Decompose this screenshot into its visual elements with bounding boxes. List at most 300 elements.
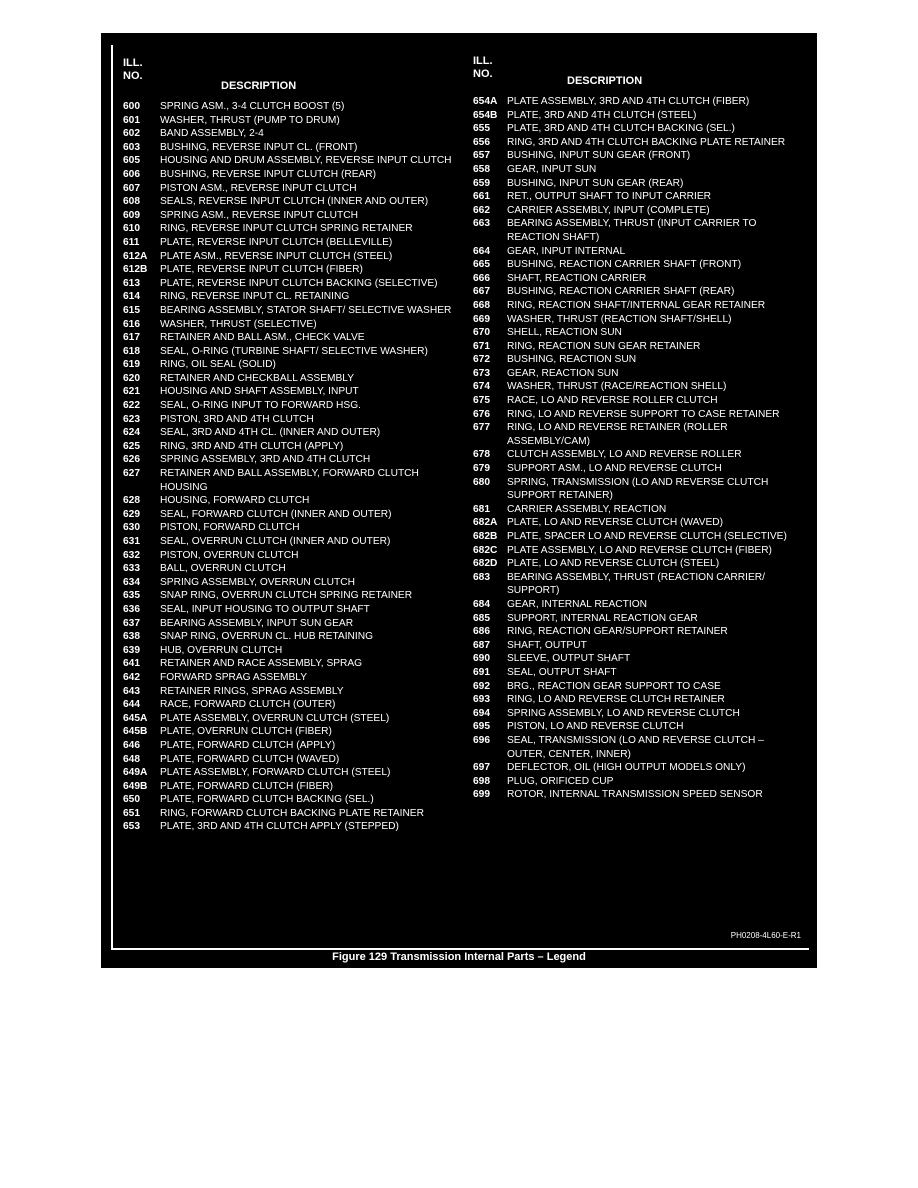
legend-row [121, 698, 461, 712]
ill-number: 641 [123, 658, 140, 670]
part-description: PLATE ASM., REVERSE INPUT CLUTCH (STEEL) [160, 250, 393, 262]
part-description: SEAL, TRANSMISSION (LO AND REVERSE CLUTCH – OUTER, CENTER, INNER) [507, 734, 764, 760]
legend-row [121, 820, 461, 834]
part-description: PLATE ASSEMBLY, 3RD AND 4TH CLUTCH (FIBER) [507, 96, 750, 107]
part-description: BEARING ASSEMBLY, THRUST (REACTION CARRIER/ SUPPORT) [507, 571, 765, 597]
legend-row [121, 780, 461, 794]
ill-number: 669 [473, 313, 490, 325]
part-description: SHAFT, OUTPUT [507, 639, 587, 651]
legend-row [121, 562, 461, 576]
legend-row [471, 136, 801, 150]
legend-row [121, 603, 461, 617]
legend-row [121, 644, 461, 658]
legend-row [471, 353, 801, 367]
ill-number: 612B [123, 264, 148, 276]
ill-no-header [123, 57, 143, 83]
part-description: PLATE, REVERSE INPUT CLUTCH (BELLEVILLE) [160, 236, 393, 248]
ill-number: 687 [473, 639, 490, 651]
ill-number: 666 [473, 272, 490, 284]
part-description: PLATE, 3RD AND 4TH CLUTCH APPLY (STEPPED) [160, 821, 399, 833]
legend-row [471, 476, 801, 503]
part-description: RING, LO AND REVERSE CLUTCH RETAINER [507, 694, 725, 706]
ill-number: 632 [123, 549, 140, 561]
ill-number: 654A [473, 96, 498, 107]
ill-number: 697 [473, 762, 490, 774]
part-description: RETAINER AND CHECKBALL ASSEMBLY [160, 372, 354, 384]
legend-row [121, 739, 461, 753]
ill-number: 698 [473, 775, 490, 787]
part-description: BUSHING, REACTION SUN [507, 354, 637, 366]
legend-row [121, 766, 461, 780]
part-description: BUSHING, INPUT SUN GEAR (FRONT) [507, 150, 691, 162]
part-description: BUSHING, REVERSE INPUT CL. (FRONT) [160, 141, 358, 153]
part-description: RING, LO AND REVERSE SUPPORT TO CASE RETAINER [507, 408, 780, 420]
ill-number: 630 [123, 522, 140, 534]
figure-code: PH0208-4L60-E-R1 [730, 931, 801, 940]
legend-row [471, 95, 801, 109]
legend-row [471, 571, 801, 598]
ill-number: 611 [123, 236, 140, 248]
part-description: RETAINER AND BALL ASSEMBLY, FORWARD CLUTCH HOUSING [160, 468, 419, 493]
right-column-header [471, 55, 801, 95]
legend-panel [101, 33, 817, 968]
part-description: BUSHING, REVERSE INPUT CLUTCH (REAR) [160, 168, 377, 180]
ill-number: 605 [123, 155, 140, 167]
legend-row [121, 358, 461, 372]
legend-row [121, 521, 461, 535]
part-description: BEARING ASSEMBLY, STATOR SHAFT/ SELECTIVE WASHER [160, 304, 452, 316]
ill-number: 608 [123, 196, 140, 208]
ill-number: 609 [123, 209, 140, 221]
legend-row [471, 326, 801, 340]
ill-number: 645A [123, 712, 148, 724]
legend-row [121, 209, 461, 223]
part-description: WASHER, THRUST (REACTION SHAFT/SHELL) [507, 313, 732, 325]
description-header: DESCRIPTION [567, 75, 643, 87]
legend-row [471, 544, 801, 558]
ill-number: 624 [123, 427, 140, 439]
part-description: RETAINER AND RACE ASSEMBLY, SPRAG [160, 658, 363, 670]
ill-number: 670 [473, 327, 490, 339]
ill-number: 601 [123, 114, 140, 126]
ill-number: 667 [473, 286, 490, 298]
ill-number: 656 [473, 136, 490, 148]
ill-number: 695 [473, 721, 490, 733]
ill-number: 655 [473, 123, 490, 135]
ill-number: 621 [123, 386, 140, 398]
ill-number: 694 [473, 707, 490, 719]
ill-label: ILL. [123, 57, 143, 69]
ill-number: 662 [473, 204, 490, 216]
part-description: CLUTCH ASSEMBLY, LO AND REVERSE ROLLER [507, 449, 742, 461]
legend-row [471, 367, 801, 381]
ill-number: 649B [123, 780, 148, 792]
legend-row [121, 318, 461, 332]
part-description: BUSHING, REACTION CARRIER SHAFT (FRONT) [507, 259, 742, 271]
part-description: DEFLECTOR, OIL (HIGH OUTPUT MODELS ONLY) [507, 762, 746, 774]
part-description: PLATE, FORWARD CLUTCH (WAVED) [160, 753, 340, 765]
legend-row [471, 285, 801, 299]
legend-row [471, 775, 801, 789]
legend-row [121, 385, 461, 399]
legend-row [121, 671, 461, 685]
ill-number: 692 [473, 680, 490, 692]
part-description: SPRING ASM., 3-4 CLUTCH BOOST (5) [160, 101, 345, 112]
ill-number: 615 [123, 304, 140, 316]
legend-row [471, 666, 801, 680]
ill-number: 678 [473, 449, 490, 461]
legend-row [121, 399, 461, 413]
legend-row [471, 625, 801, 639]
legend-row [121, 589, 461, 603]
legend-row [471, 272, 801, 286]
part-description: PISTON, OVERRUN CLUTCH [160, 549, 299, 561]
part-description: PLATE, FORWARD CLUTCH (FIBER) [160, 780, 334, 792]
ill-number: 664 [473, 245, 490, 257]
legend-row [121, 372, 461, 386]
part-description: SNAP RING, OVERRUN CL. HUB RETAINING [160, 631, 374, 643]
part-description: CARRIER ASSEMBLY, INPUT (COMPLETE) [507, 204, 710, 216]
part-description: BUSHING, REACTION CARRIER SHAFT (REAR) [507, 286, 735, 298]
ill-number: 675 [473, 395, 490, 407]
legend-row [121, 453, 461, 467]
part-description: PISTON ASM., REVERSE INPUT CLUTCH [160, 182, 357, 194]
ill-number: 657 [473, 150, 490, 162]
ill-number: 682C [473, 544, 498, 556]
part-description: PLATE, 3RD AND 4TH CLUTCH (STEEL) [507, 109, 697, 121]
legend-row [121, 127, 461, 141]
legend-row [121, 290, 461, 304]
right-column [471, 45, 801, 802]
legend-row [471, 503, 801, 517]
part-description: PISTON, FORWARD CLUTCH [160, 522, 300, 534]
legend-row [471, 313, 801, 327]
ill-label: ILL. [473, 55, 493, 67]
legend-row [121, 413, 461, 427]
legend-row [471, 109, 801, 123]
figure-caption: Figure 129 Transmission Internal Parts – Legend [332, 951, 586, 963]
legend-row [471, 462, 801, 476]
ill-number: 610 [123, 223, 140, 235]
ill-number: 618 [123, 345, 140, 357]
part-description: PLATE, OVERRUN CLUTCH (FIBER) [160, 726, 332, 738]
legend-row [121, 345, 461, 359]
legend-row [121, 549, 461, 563]
legend-row [121, 182, 461, 196]
legend-row [121, 277, 461, 291]
legend-row [471, 408, 801, 422]
part-description: BEARING ASSEMBLY, INPUT SUN GEAR [160, 617, 354, 629]
ill-number: 606 [123, 168, 140, 180]
part-description: WASHER, THRUST (SELECTIVE) [160, 318, 317, 330]
ill-number: 643 [123, 685, 140, 697]
part-description: RING, REACTION SUN GEAR RETAINER [507, 340, 701, 352]
part-description: SUPPORT ASM., LO AND REVERSE CLUTCH [507, 463, 722, 475]
legend-row [121, 793, 461, 807]
ill-number: 635 [123, 590, 140, 602]
ill-number: 673 [473, 367, 490, 379]
part-description: RACE, LO AND REVERSE ROLLER CLUTCH [507, 395, 718, 407]
legend-row [471, 245, 801, 259]
part-description: HOUSING AND SHAFT ASSEMBLY, INPUT [160, 386, 359, 398]
ill-number: 683 [473, 571, 490, 583]
ill-number: 638 [123, 631, 140, 643]
part-description: SEALS, REVERSE INPUT CLUTCH (INNER AND OUTER) [160, 196, 429, 208]
ill-number: 684 [473, 598, 490, 610]
part-description: PLATE ASSEMBLY, FORWARD CLUTCH (STEEL) [160, 767, 391, 779]
legend-row [471, 421, 801, 448]
legend-row [471, 217, 801, 244]
part-description: CARRIER ASSEMBLY, REACTION [507, 503, 667, 515]
ill-number: 637 [123, 617, 140, 629]
legend-row [471, 122, 801, 136]
ill-number: 613 [123, 277, 140, 289]
legend-row [121, 535, 461, 549]
ill-number: 644 [123, 699, 140, 711]
ill-number: 672 [473, 354, 490, 366]
right-rows [471, 95, 801, 802]
ill-number: 676 [473, 408, 490, 420]
part-description: BALL, OVERRUN CLUTCH [160, 563, 286, 575]
part-description: WASHER, THRUST (RACE/REACTION SHELL) [507, 381, 727, 393]
part-description: SPRING, TRANSMISSION (LO AND REVERSE CLUTCH SUPPORT RETAINER) [507, 476, 769, 502]
legend-frame [111, 45, 809, 950]
part-description: BEARING ASSEMBLY, THRUST (INPUT CARRIER TO REACTION SHAFT) [507, 218, 757, 243]
part-description: PLATE, FORWARD CLUTCH BACKING (SEL.) [160, 794, 374, 806]
legend-row [121, 725, 461, 739]
ill-number: 625 [123, 440, 140, 452]
ill-number: 651 [123, 807, 140, 819]
ill-number: 648 [123, 753, 140, 765]
ill-number: 600 [123, 101, 140, 112]
legend-row [471, 693, 801, 707]
part-description: SEAL, FORWARD CLUTCH (INNER AND OUTER) [160, 508, 392, 520]
ill-number: 631 [123, 536, 140, 547]
legend-row [121, 195, 461, 209]
ill-number: 629 [123, 508, 140, 520]
legend-row [471, 448, 801, 462]
part-description: RING, REACTION SHAFT/INTERNAL GEAR RETAINER [507, 299, 766, 311]
part-description: GEAR, INPUT SUN [507, 163, 597, 175]
legend-row [121, 753, 461, 767]
legend-row [121, 236, 461, 250]
part-description: HOUSING, FORWARD CLUTCH [160, 495, 310, 507]
legend-row [121, 141, 461, 155]
legend-row [121, 331, 461, 345]
part-description: SNAP RING, OVERRUN CLUTCH SPRING RETAINER [160, 590, 413, 602]
legend-row [471, 680, 801, 694]
legend-row [471, 177, 801, 191]
ill-number: 674 [473, 381, 490, 393]
ill-number: 682D [473, 558, 498, 570]
ill-number: 677 [473, 422, 490, 434]
part-description: RING, REVERSE INPUT CLUTCH SPRING RETAINER [160, 223, 413, 235]
ill-number: 682A [473, 517, 498, 529]
legend-row [121, 250, 461, 264]
legend-row [121, 807, 461, 821]
part-description: BUSHING, INPUT SUN GEAR (REAR) [507, 177, 684, 189]
part-description: BAND ASSEMBLY, 2-4 [160, 128, 264, 140]
ill-number: 627 [123, 468, 140, 480]
part-description: RETAINER RINGS, SPRAG ASSEMBLY [160, 685, 344, 697]
legend-row [121, 712, 461, 726]
part-description: SPRING ASSEMBLY, OVERRUN CLUTCH [160, 576, 355, 588]
ill-number: 685 [473, 612, 490, 624]
ill-number: 628 [123, 495, 140, 507]
part-description: PLATE, LO AND REVERSE CLUTCH (WAVED) [507, 517, 724, 529]
legend-row [121, 467, 461, 494]
part-description: BRG., REACTION GEAR SUPPORT TO CASE [507, 680, 721, 692]
ill-number: 650 [123, 794, 140, 806]
legend-row [471, 530, 801, 544]
legend-row [471, 516, 801, 530]
legend-row [121, 263, 461, 277]
part-description: PLATE, REVERSE INPUT CLUTCH BACKING (SELECTIVE) [160, 277, 438, 289]
ill-number: 645B [123, 726, 148, 738]
part-description: PLATE, FORWARD CLUTCH (APPLY) [160, 739, 336, 751]
legend-row [121, 685, 461, 699]
part-description: GEAR, INPUT INTERNAL [507, 245, 626, 257]
part-description: PLATE, SPACER LO AND REVERSE CLUTCH (SELECTIVE) [507, 531, 787, 542]
ill-number: 639 [123, 644, 140, 656]
ill-number: 696 [473, 734, 490, 746]
legend-row [121, 508, 461, 522]
ill-number: 626 [123, 454, 140, 466]
left-column-header [121, 57, 461, 100]
part-description: HUB, OVERRUN CLUTCH [160, 644, 283, 656]
part-description: SLEEVE, OUTPUT SHAFT [507, 653, 631, 665]
ill-number: 659 [473, 177, 490, 189]
part-description: PLATE, 3RD AND 4TH CLUTCH BACKING (SEL.) [507, 123, 735, 135]
ill-number: 616 [123, 318, 140, 330]
ill-number: 661 [473, 191, 490, 203]
legend-row [471, 204, 801, 218]
part-description: PISTON, LO AND REVERSE CLUTCH [507, 721, 684, 733]
part-description: RING, REACTION GEAR/SUPPORT RETAINER [507, 626, 728, 638]
legend-row [471, 788, 801, 802]
ill-number: 653 [123, 821, 140, 833]
part-description: RING, FORWARD CLUTCH BACKING PLATE RETAINER [160, 807, 424, 819]
part-description: SHAFT, REACTION CARRIER [507, 272, 647, 284]
legend-row [121, 576, 461, 590]
no-label: NO. [473, 68, 493, 80]
ill-number: 671 [473, 340, 490, 352]
part-description: RING, OIL SEAL (SOLID) [160, 359, 276, 371]
legend-row [471, 258, 801, 272]
ill-number: 646 [123, 739, 140, 751]
legend-row [471, 163, 801, 177]
left-column [121, 45, 461, 834]
part-description: SEAL, INPUT HOUSING TO OUTPUT SHAFT [160, 603, 370, 615]
legend-row [471, 652, 801, 666]
legend-row [471, 734, 801, 761]
description-header: DESCRIPTION [221, 80, 297, 92]
ill-number: 619 [123, 359, 140, 371]
ill-number: 680 [473, 476, 490, 488]
part-description: ROTOR, INTERNAL TRANSMISSION SPEED SENSOR [507, 789, 763, 801]
ill-number: 693 [473, 694, 490, 706]
ill-number: 634 [123, 576, 140, 588]
ill-number: 607 [123, 182, 140, 194]
legend-row [121, 168, 461, 182]
legend-row [121, 100, 461, 114]
ill-number: 658 [473, 163, 490, 175]
no-label: NO. [123, 70, 143, 82]
ill-number: 663 [473, 218, 490, 230]
part-description: SEAL, 3RD AND 4TH CL. (INNER AND OUTER) [160, 427, 381, 439]
ill-number: 603 [123, 141, 140, 153]
ill-number: 686 [473, 626, 490, 638]
part-description: SHELL, REACTION SUN [507, 327, 622, 339]
ill-number: 614 [123, 291, 140, 303]
part-description: GEAR, REACTION SUN [507, 367, 619, 379]
part-description: SPRING ASSEMBLY, LO AND REVERSE CLUTCH [507, 707, 740, 719]
part-description: SEAL, OVERRUN CLUTCH (INNER AND OUTER) [160, 536, 391, 547]
legend-row [471, 639, 801, 653]
part-description: WASHER, THRUST (PUMP TO DRUM) [160, 114, 340, 126]
legend-row [121, 154, 461, 168]
ill-number: 612A [123, 250, 148, 262]
ill-number: 665 [473, 259, 490, 271]
legend-row [471, 340, 801, 354]
ill-number: 602 [123, 128, 140, 140]
ill-number: 691 [473, 666, 490, 678]
part-description: FORWARD SPRAG ASSEMBLY [160, 671, 307, 683]
legend-row [471, 299, 801, 313]
part-description: PISTON, 3RD AND 4TH CLUTCH [160, 413, 314, 425]
part-description: RING, 3RD AND 4TH CLUTCH BACKING PLATE RETAINER [507, 136, 786, 148]
legend-row [471, 557, 801, 571]
ill-number: 681 [473, 503, 490, 515]
ill-number: 679 [473, 463, 490, 475]
ill-number: 699 [473, 789, 490, 801]
ill-number: 649A [123, 767, 148, 779]
ill-number: 654B [473, 109, 498, 121]
part-description: RING, REVERSE INPUT CL. RETAINING [160, 291, 350, 303]
part-description: RING, LO AND REVERSE RETAINER (ROLLER ASSEMBLY/CAM) [507, 422, 728, 447]
part-description: PLUG, ORIFICED CUP [507, 775, 614, 787]
legend-row [471, 380, 801, 394]
legend-row [471, 190, 801, 204]
ill-number: 636 [123, 603, 140, 615]
ill-number: 642 [123, 671, 140, 683]
part-description: SUPPORT, INTERNAL REACTION GEAR [507, 612, 698, 624]
legend-row [121, 630, 461, 644]
legend-row [121, 657, 461, 671]
ill-number: 682B [473, 531, 498, 542]
legend-row [471, 598, 801, 612]
legend-row [121, 494, 461, 508]
legend-row [471, 394, 801, 408]
part-description: RING, 3RD AND 4TH CLUTCH (APPLY) [160, 440, 344, 452]
ill-number: 690 [473, 653, 490, 665]
part-description: RETAINER AND BALL ASM., CHECK VALVE [160, 332, 365, 344]
part-description: SEAL, OUTPUT SHAFT [507, 666, 617, 678]
legend-row [121, 617, 461, 631]
legend-row [471, 720, 801, 734]
ill-number: 620 [123, 372, 140, 384]
legend-row [121, 114, 461, 128]
ill-number: 633 [123, 563, 140, 575]
ill-number: 622 [123, 400, 140, 412]
part-description: RET., OUTPUT SHAFT TO INPUT CARRIER [507, 191, 711, 203]
part-description: PLATE, LO AND REVERSE CLUTCH (STEEL) [507, 558, 720, 570]
ill-number: 668 [473, 299, 490, 311]
legend-row [121, 440, 461, 454]
legend-row [121, 304, 461, 318]
ill-number: 623 [123, 413, 140, 425]
part-description: PLATE ASSEMBLY, OVERRUN CLUTCH (STEEL) [160, 712, 390, 724]
